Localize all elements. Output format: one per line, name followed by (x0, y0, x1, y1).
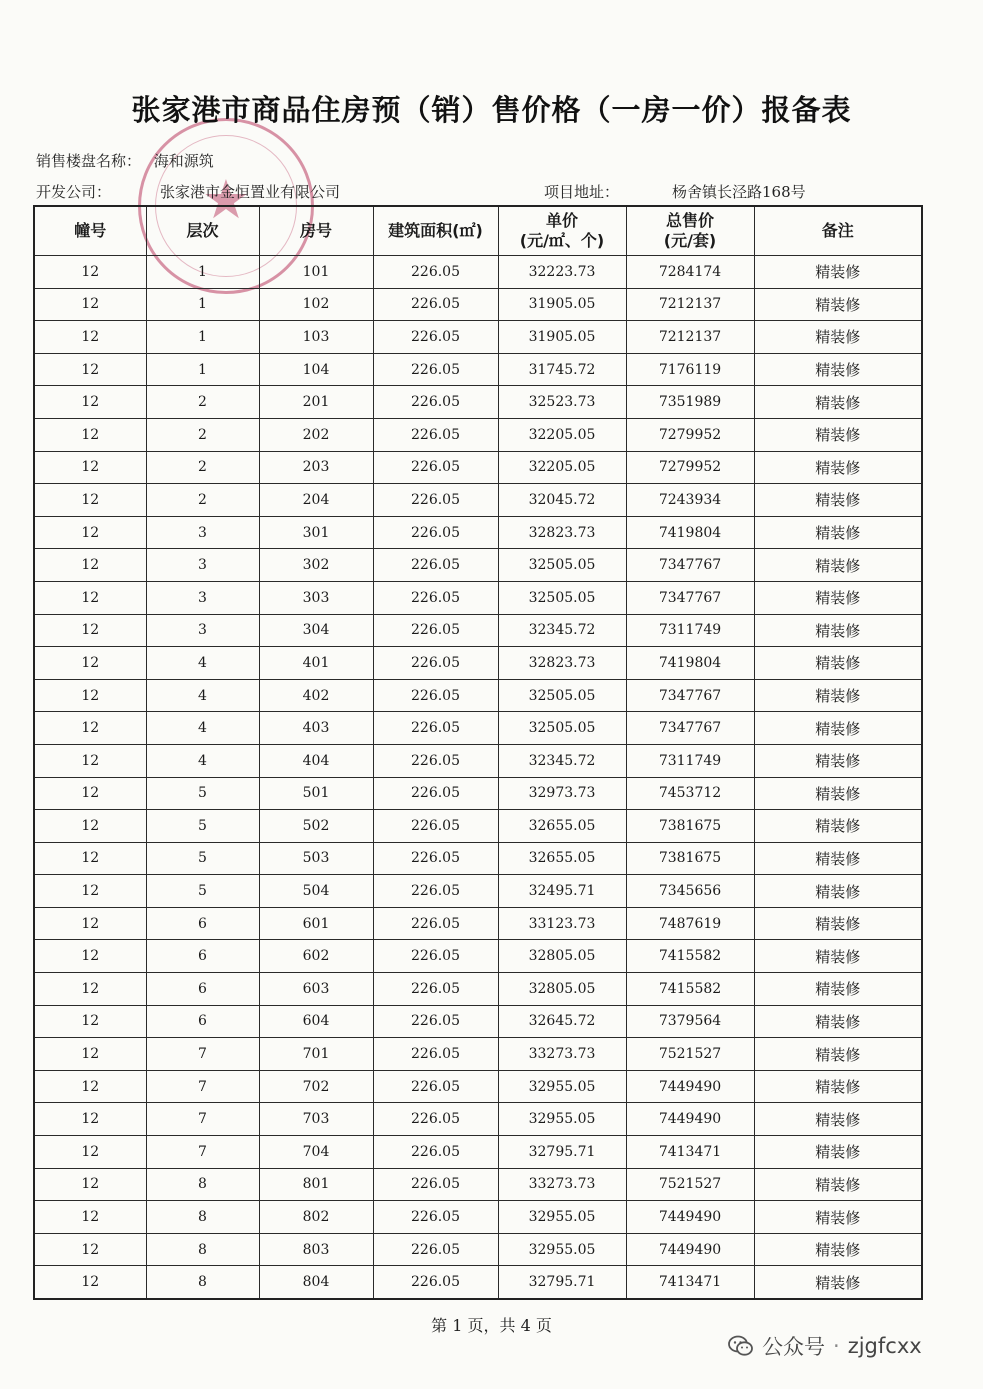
header-room: 房号 (259, 206, 373, 256)
cell-total-price: 7279952 (626, 418, 754, 451)
cell-room: 404 (259, 744, 373, 777)
cell-floor: 3 (146, 549, 259, 582)
table-row (34, 353, 922, 386)
cell-remark: 精装修 (754, 810, 922, 843)
cell-area: 226.05 (373, 256, 498, 289)
cell-room: 203 (259, 451, 373, 484)
header-remark: 备注 (754, 206, 922, 256)
cell-floor: 3 (146, 516, 259, 549)
table-row (34, 516, 922, 549)
header-building: 幢号 (34, 206, 146, 256)
cell-building: 12 (34, 842, 146, 875)
cell-remark: 精装修 (754, 321, 922, 354)
cell-remark: 精装修 (754, 679, 922, 712)
cell-unit-price: 31905.05 (498, 288, 626, 321)
table-row (34, 451, 922, 484)
project-name: 海和源筑 (153, 152, 214, 170)
cell-area: 226.05 (373, 1103, 498, 1136)
cell-room: 104 (259, 353, 373, 386)
cell-area: 226.05 (373, 1233, 498, 1266)
cell-floor: 6 (146, 940, 259, 973)
cell-area: 226.05 (373, 1168, 498, 1201)
cell-total-price: 7415582 (626, 973, 754, 1006)
cell-building: 12 (34, 1070, 146, 1103)
cell-building: 12 (34, 451, 146, 484)
cell-remark: 精装修 (754, 907, 922, 940)
cell-total-price: 7351989 (626, 386, 754, 419)
cell-total-price: 7413471 (626, 1266, 754, 1299)
cell-room: 701 (259, 1038, 373, 1071)
cell-area: 226.05 (373, 973, 498, 1006)
cell-unit-price: 32223.73 (498, 256, 626, 289)
cell-remark: 精装修 (754, 288, 922, 321)
cell-unit-price: 32505.05 (498, 549, 626, 582)
cell-unit-price: 32495.71 (498, 875, 626, 908)
cell-area: 226.05 (373, 744, 498, 777)
table-row (34, 1070, 922, 1103)
address-line (544, 181, 806, 202)
cell-floor: 2 (146, 418, 259, 451)
cell-room: 602 (259, 940, 373, 973)
table-row (34, 973, 922, 1006)
cell-area: 226.05 (373, 1136, 498, 1169)
cell-floor: 5 (146, 842, 259, 875)
cell-floor: 1 (146, 288, 259, 321)
cell-room: 603 (259, 973, 373, 1006)
cell-floor: 5 (146, 810, 259, 843)
cell-area: 226.05 (373, 288, 498, 321)
cell-room: 101 (259, 256, 373, 289)
cell-total-price: 7487619 (626, 907, 754, 940)
cell-room: 601 (259, 907, 373, 940)
cell-floor: 6 (146, 973, 259, 1006)
watermark-account: zjgfcxx (847, 1334, 922, 1358)
cell-total-price: 7379564 (626, 1005, 754, 1038)
cell-remark: 精装修 (754, 451, 922, 484)
cell-room: 401 (259, 647, 373, 680)
table-row (34, 712, 922, 745)
cell-unit-price: 32823.73 (498, 516, 626, 549)
cell-floor: 8 (146, 1233, 259, 1266)
cell-building: 12 (34, 581, 146, 614)
project-label: 销售楼盘名称： (36, 152, 142, 170)
table-row (34, 1136, 922, 1169)
cell-area: 226.05 (373, 451, 498, 484)
table-row (34, 842, 922, 875)
table-row (34, 581, 922, 614)
cell-floor: 1 (146, 353, 259, 386)
cell-remark: 精装修 (754, 1168, 922, 1201)
cell-remark: 精装修 (754, 712, 922, 745)
cell-building: 12 (34, 1136, 146, 1169)
table-row (34, 1201, 922, 1234)
cell-area: 226.05 (373, 647, 498, 680)
cell-area: 226.05 (373, 679, 498, 712)
table-row (34, 777, 922, 810)
table-row (34, 321, 922, 354)
document-title: 张家港市商品住房预（销）售价格（一房一价）报备表 (131, 93, 852, 127)
cell-remark: 精装修 (754, 973, 922, 1006)
cell-room: 604 (259, 1005, 373, 1038)
cell-unit-price: 32655.05 (498, 842, 626, 875)
cell-unit-price: 33273.73 (498, 1168, 626, 1201)
cell-area: 226.05 (373, 516, 498, 549)
cell-remark: 精装修 (754, 1005, 922, 1038)
cell-floor: 7 (146, 1103, 259, 1136)
cell-building: 12 (34, 1103, 146, 1136)
cell-room: 502 (259, 810, 373, 843)
cell-total-price: 7345656 (626, 875, 754, 908)
cell-unit-price: 32205.05 (498, 418, 626, 451)
cell-floor: 2 (146, 484, 259, 517)
cell-total-price: 7453712 (626, 777, 754, 810)
developer-name: 张家港市金恒置业有限公司 (160, 183, 341, 201)
cell-unit-price: 32955.05 (498, 1233, 626, 1266)
cell-building: 12 (34, 484, 146, 517)
cell-room: 804 (259, 1266, 373, 1299)
cell-building: 12 (34, 1266, 146, 1299)
cell-total-price: 7347767 (626, 549, 754, 582)
cell-room: 403 (259, 712, 373, 745)
cell-building: 12 (34, 256, 146, 289)
cell-building: 12 (34, 353, 146, 386)
cell-unit-price: 32205.05 (498, 451, 626, 484)
cell-total-price: 7347767 (626, 581, 754, 614)
cell-total-price: 7176119 (626, 353, 754, 386)
table-row (34, 940, 922, 973)
cell-floor: 7 (146, 1136, 259, 1169)
cell-room: 102 (259, 288, 373, 321)
cell-total-price: 7449490 (626, 1233, 754, 1266)
cell-unit-price: 32645.72 (498, 1005, 626, 1038)
header-unit-price: 单价 (元/㎡、个) (498, 206, 626, 256)
cell-remark: 精装修 (754, 614, 922, 647)
cell-room: 302 (259, 549, 373, 582)
cell-total-price: 7419804 (626, 516, 754, 549)
cell-unit-price: 32505.05 (498, 712, 626, 745)
cell-room: 704 (259, 1136, 373, 1169)
cell-building: 12 (34, 1038, 146, 1071)
cell-remark: 精装修 (754, 516, 922, 549)
table-row (34, 1005, 922, 1038)
cell-building: 12 (34, 321, 146, 354)
table-row (34, 418, 922, 451)
cell-area: 226.05 (373, 712, 498, 745)
cell-total-price: 7449490 (626, 1103, 754, 1136)
cell-unit-price: 31745.72 (498, 353, 626, 386)
table-row (34, 1168, 922, 1201)
cell-building: 12 (34, 1201, 146, 1234)
cell-unit-price: 32973.73 (498, 777, 626, 810)
cell-area: 226.05 (373, 1201, 498, 1234)
cell-unit-price: 32505.05 (498, 679, 626, 712)
cell-total-price: 7521527 (626, 1038, 754, 1071)
cell-floor: 7 (146, 1038, 259, 1071)
cell-area: 226.05 (373, 940, 498, 973)
cell-building: 12 (34, 1233, 146, 1266)
table-row (34, 1038, 922, 1071)
cell-room: 801 (259, 1168, 373, 1201)
cell-remark: 精装修 (754, 875, 922, 908)
cell-building: 12 (34, 549, 146, 582)
header-floor: 层次 (146, 206, 259, 256)
cell-area: 226.05 (373, 321, 498, 354)
cell-building: 12 (34, 1168, 146, 1201)
cell-building: 12 (34, 679, 146, 712)
cell-room: 802 (259, 1201, 373, 1234)
cell-room: 501 (259, 777, 373, 810)
cell-room: 202 (259, 418, 373, 451)
cell-building: 12 (34, 1005, 146, 1038)
cell-total-price: 7381675 (626, 810, 754, 843)
cell-floor: 5 (146, 875, 259, 908)
cell-floor: 2 (146, 386, 259, 419)
cell-total-price: 7212137 (626, 288, 754, 321)
cell-area: 226.05 (373, 1005, 498, 1038)
cell-total-price: 7413471 (626, 1136, 754, 1169)
cell-room: 301 (259, 516, 373, 549)
cell-floor: 6 (146, 1005, 259, 1038)
cell-floor: 7 (146, 1070, 259, 1103)
cell-room: 103 (259, 321, 373, 354)
developer-line (36, 181, 341, 202)
price-table (33, 205, 923, 1300)
cell-area: 226.05 (373, 875, 498, 908)
cell-unit-price: 32955.05 (498, 1103, 626, 1136)
cell-room: 504 (259, 875, 373, 908)
table-row (34, 256, 922, 289)
cell-building: 12 (34, 875, 146, 908)
cell-remark: 精装修 (754, 418, 922, 451)
cell-remark: 精装修 (754, 777, 922, 810)
cell-total-price: 7449490 (626, 1201, 754, 1234)
cell-remark: 精装修 (754, 940, 922, 973)
cell-room: 803 (259, 1233, 373, 1266)
cell-room: 304 (259, 614, 373, 647)
cell-area: 226.05 (373, 1038, 498, 1071)
cell-remark: 精装修 (754, 1233, 922, 1266)
cell-unit-price: 32805.05 (498, 940, 626, 973)
cell-area: 226.05 (373, 1070, 498, 1103)
cell-unit-price: 32955.05 (498, 1201, 626, 1234)
cell-area: 226.05 (373, 549, 498, 582)
cell-remark: 精装修 (754, 484, 922, 517)
cell-unit-price: 32655.05 (498, 810, 626, 843)
cell-total-price: 7381675 (626, 842, 754, 875)
table-row (34, 679, 922, 712)
cell-floor: 2 (146, 451, 259, 484)
cell-remark: 精装修 (754, 1201, 922, 1234)
cell-building: 12 (34, 744, 146, 777)
header-area: 建筑面积(㎡) (373, 206, 498, 256)
cell-remark: 精装修 (754, 1103, 922, 1136)
table-row (34, 1103, 922, 1136)
cell-floor: 8 (146, 1266, 259, 1299)
cell-remark: 精装修 (754, 1136, 922, 1169)
cell-total-price: 7415582 (626, 940, 754, 973)
table-row (34, 1266, 922, 1299)
cell-total-price: 7347767 (626, 712, 754, 745)
cell-area: 226.05 (373, 1266, 498, 1299)
cell-unit-price: 32823.73 (498, 647, 626, 680)
cell-total-price: 7243934 (626, 484, 754, 517)
cell-area: 226.05 (373, 810, 498, 843)
table-row (34, 875, 922, 908)
cell-total-price: 7449490 (626, 1070, 754, 1103)
cell-remark: 精装修 (754, 744, 922, 777)
cell-building: 12 (34, 418, 146, 451)
cell-unit-price: 31905.05 (498, 321, 626, 354)
cell-remark: 精装修 (754, 1038, 922, 1071)
address-value: 杨舍镇长泾路168号 (672, 183, 806, 201)
cell-total-price: 7279952 (626, 451, 754, 484)
cell-area: 226.05 (373, 842, 498, 875)
table-row (34, 549, 922, 582)
company-seal-stamp: ★ (138, 118, 314, 294)
cell-floor: 4 (146, 647, 259, 680)
cell-floor: 1 (146, 321, 259, 354)
cell-unit-price: 32795.71 (498, 1136, 626, 1169)
table-row (34, 1233, 922, 1266)
cell-floor: 4 (146, 744, 259, 777)
cell-area: 226.05 (373, 386, 498, 419)
header-total-price: 总售价 (元/套) (626, 206, 754, 256)
cell-unit-price: 33123.73 (498, 907, 626, 940)
project-name-line (36, 150, 214, 171)
cell-building: 12 (34, 516, 146, 549)
cell-remark: 精装修 (754, 1266, 922, 1299)
cell-building: 12 (34, 614, 146, 647)
address-label: 项目地址： (544, 183, 620, 201)
wechat-watermark (728, 1330, 922, 1362)
cell-remark: 精装修 (754, 386, 922, 419)
cell-floor: 5 (146, 777, 259, 810)
cell-unit-price: 32045.72 (498, 484, 626, 517)
table-header-row (34, 206, 922, 256)
cell-room: 201 (259, 386, 373, 419)
cell-room: 702 (259, 1070, 373, 1103)
cell-area: 226.05 (373, 581, 498, 614)
cell-floor: 4 (146, 679, 259, 712)
cell-building: 12 (34, 940, 146, 973)
cell-floor: 8 (146, 1201, 259, 1234)
cell-remark: 精装修 (754, 1070, 922, 1103)
table-row (34, 386, 922, 419)
cell-building: 12 (34, 288, 146, 321)
cell-total-price: 7347767 (626, 679, 754, 712)
cell-unit-price: 32523.73 (498, 386, 626, 419)
cell-floor: 1 (146, 256, 259, 289)
cell-remark: 精装修 (754, 581, 922, 614)
cell-remark: 精装修 (754, 353, 922, 386)
cell-floor: 3 (146, 614, 259, 647)
watermark-label: 公众号 (762, 1335, 825, 1359)
cell-remark: 精装修 (754, 647, 922, 680)
cell-room: 503 (259, 842, 373, 875)
cell-total-price: 7311749 (626, 744, 754, 777)
cell-room: 204 (259, 484, 373, 517)
cell-floor: 6 (146, 907, 259, 940)
table-row (34, 288, 922, 321)
cell-room: 703 (259, 1103, 373, 1136)
cell-area: 226.05 (373, 484, 498, 517)
cell-unit-price: 32345.72 (498, 614, 626, 647)
wechat-icon (728, 1333, 754, 1359)
cell-remark: 精装修 (754, 256, 922, 289)
cell-area: 226.05 (373, 907, 498, 940)
cell-area: 226.05 (373, 777, 498, 810)
table-row (34, 614, 922, 647)
cell-building: 12 (34, 386, 146, 419)
cell-remark: 精装修 (754, 842, 922, 875)
cell-total-price: 7419804 (626, 647, 754, 680)
cell-building: 12 (34, 810, 146, 843)
developer-label: 开发公司： (36, 183, 112, 201)
cell-unit-price: 32505.05 (498, 581, 626, 614)
cell-room: 303 (259, 581, 373, 614)
watermark-separator: · (833, 1334, 840, 1358)
cell-area: 226.05 (373, 614, 498, 647)
cell-building: 12 (34, 647, 146, 680)
table-row (34, 744, 922, 777)
cell-remark: 精装修 (754, 549, 922, 582)
table-row (34, 647, 922, 680)
page-indicator: 第 1 页，共 4 页 (431, 1316, 552, 1335)
cell-total-price: 7521527 (626, 1168, 754, 1201)
cell-total-price: 7284174 (626, 256, 754, 289)
cell-building: 12 (34, 973, 146, 1006)
cell-unit-price: 32345.72 (498, 744, 626, 777)
cell-unit-price: 32805.05 (498, 973, 626, 1006)
cell-total-price: 7311749 (626, 614, 754, 647)
cell-room: 402 (259, 679, 373, 712)
cell-building: 12 (34, 777, 146, 810)
cell-floor: 8 (146, 1168, 259, 1201)
cell-floor: 3 (146, 581, 259, 614)
cell-area: 226.05 (373, 353, 498, 386)
cell-area: 226.05 (373, 418, 498, 451)
cell-building: 12 (34, 907, 146, 940)
table-row (34, 907, 922, 940)
cell-unit-price: 33273.73 (498, 1038, 626, 1071)
cell-unit-price: 32795.71 (498, 1266, 626, 1299)
table-row (34, 484, 922, 517)
table-row (34, 810, 922, 843)
cell-unit-price: 32955.05 (498, 1070, 626, 1103)
cell-floor: 4 (146, 712, 259, 745)
cell-building: 12 (34, 712, 146, 745)
cell-total-price: 7212137 (626, 321, 754, 354)
